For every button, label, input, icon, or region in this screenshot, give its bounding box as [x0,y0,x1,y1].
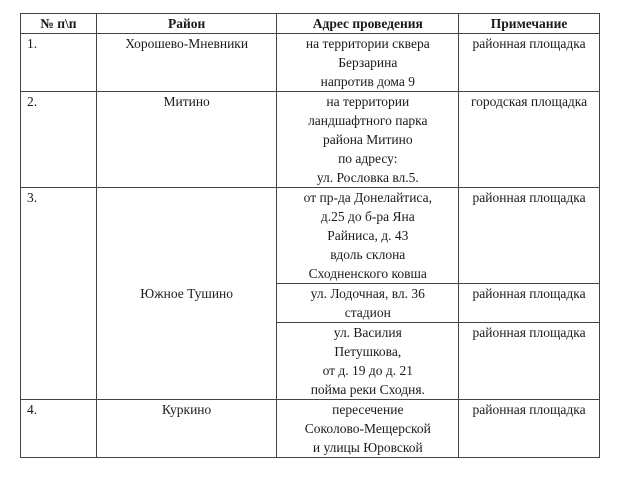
row-number: 4. [21,400,97,458]
table-row [21,188,600,284]
address-line: пойма реки Сходня. [310,382,425,397]
row-district: Куркино [96,400,277,458]
header-district: Район [96,14,277,34]
address-line: от д. 19 до д. 21 [322,363,414,378]
table-row [21,400,600,458]
row-note: районная площадка [459,323,600,400]
address-line: от пр-да Донелайтиса, [303,190,432,205]
table-header-row [21,14,600,34]
address-line: Райниса, д. 43 [327,228,409,243]
address-line: ул. Василия [333,325,402,340]
address-line: ул. Лодочная, вл. 36 [310,286,425,301]
address-line: напротив дома 9 [320,74,415,89]
address-line: вдоль склона [330,247,406,262]
row-address [277,92,459,188]
row-district: Хорошево-Мневники [96,34,277,92]
address-line: д.25 до б-ра Яна [320,209,415,224]
row-address [277,400,459,458]
row-note: районная площадка [459,400,600,458]
header-note: Примечание [459,14,600,34]
table-row [21,92,600,188]
row-number: 1. [21,34,97,92]
address-line: Соколово-Мещерской [304,421,431,436]
row-address [277,34,459,92]
address-line: ландшафтного парка [308,113,428,128]
row-district: Южное Тушино [96,188,277,400]
table-row [21,34,600,92]
row-address [277,284,459,323]
address-line: ул. Рословка вл.5. [316,170,419,185]
row-note: районная площадка [459,34,600,92]
events-table [20,13,600,458]
row-address [277,188,459,284]
header-address: Адрес проведения [277,14,459,34]
row-address [277,323,459,400]
address-line: района Митино [322,132,413,147]
address-line: пересечение [332,402,404,417]
address-line: на территории сквера [305,36,430,51]
address-line: стадион [344,305,391,320]
row-note: районная площадка [459,284,600,323]
header-number: № п\п [21,14,97,34]
address-line: по адресу: [338,151,398,166]
address-line: и улицы Юровской [312,440,423,455]
address-line: Петушкова, [334,344,402,359]
row-district: Митино [96,92,277,188]
row-number: 3. [21,188,97,400]
row-number: 2. [21,92,97,188]
row-note: районная площадка [459,188,600,284]
address-line: Берзарина [338,55,398,70]
address-line: на территории [326,94,410,109]
address-line: Сходненского ковша [308,266,427,281]
row-note: городская площадка [459,92,600,188]
